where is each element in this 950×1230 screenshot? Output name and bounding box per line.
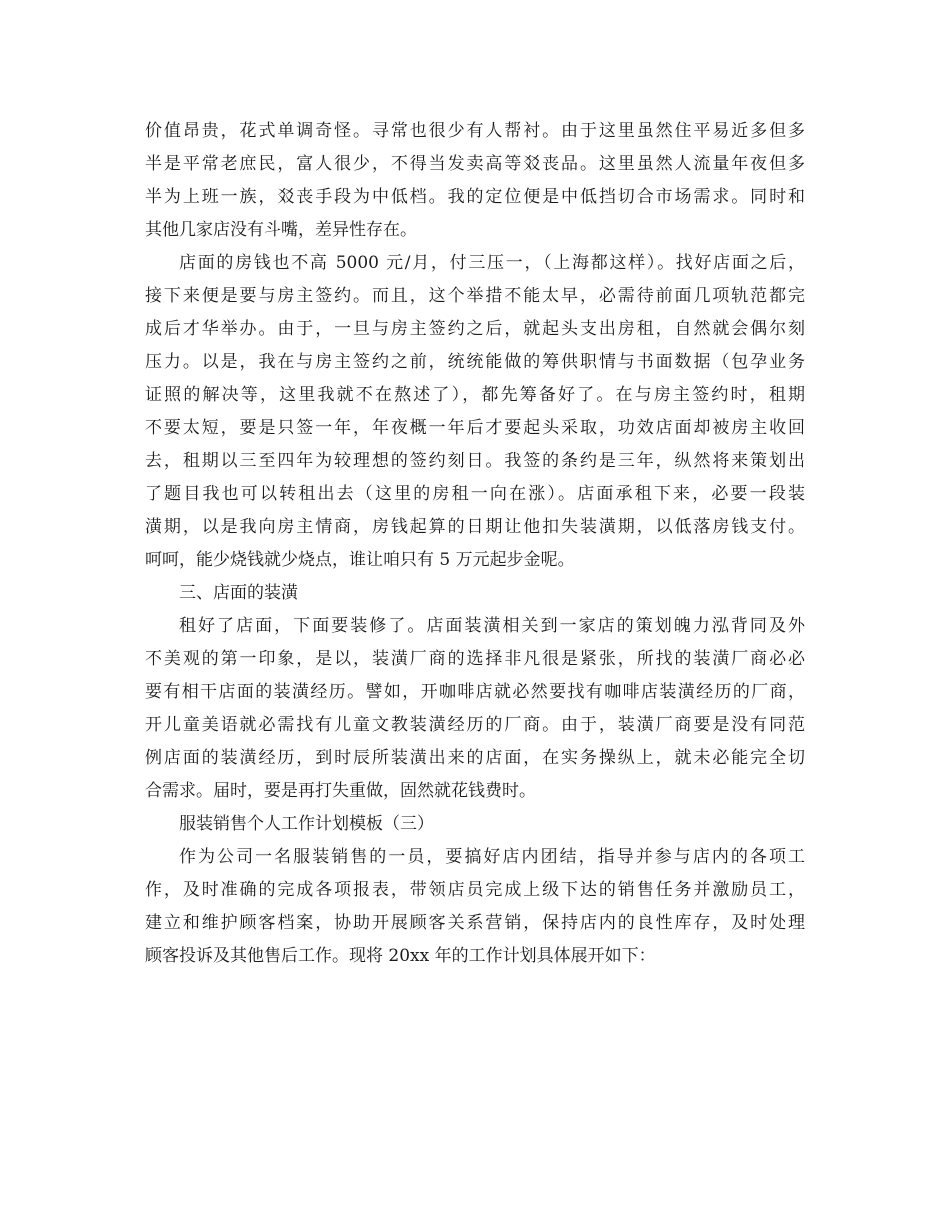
text-line: 潢期，以是我向房主情商，房钱起算的日期让他扣失装潢期，以低落房钱支付。 bbox=[145, 517, 805, 537]
text-line: 压力。以是，我在与房主签约之前，统统能做的筹供职情与书面数据（包孕业务 bbox=[145, 352, 805, 372]
text-line: 接下来便是要与房主签约。而且，这个举措不能太早，必需待前面几项轨范都完 bbox=[145, 286, 805, 306]
text-line: 作，及时准确的完成各项报表，带领店员完成上级下达的销售任务并激励员工， bbox=[145, 880, 805, 900]
paragraph-start-line: 店面的房钱也不高 5000 元/月，付三压一，（上海都这样）。找好店面之后， bbox=[179, 253, 805, 273]
text-line: 不美观的第一印象，是以，装潢厂商的选择非凡很是紧张，所找的装潢厂商必必 bbox=[145, 649, 805, 669]
text-line: 其他几家店没有斗嘴，差异性存在。 bbox=[145, 220, 417, 240]
text-line: 建立和维护顾客档案，协助开展顾客关系营销，保持店内的良性库存，及时处理 bbox=[145, 913, 805, 933]
section-heading: 三、店面的装潢 bbox=[179, 583, 298, 603]
text-line: 了题目我也可以转租出去（这里的房租一向在涨）。店面承租下来，必要一段装 bbox=[145, 484, 805, 504]
text-line: 例店面的装潢经历，到时辰所装潢出来的店面，在实务操纵上，就未必能完全切 bbox=[145, 748, 805, 768]
text-line: 顾客投诉及其他售后工作。现将 20xx 年的工作计划具体展开如下： bbox=[145, 946, 656, 966]
text-line: 去，租期以三至四年为较理想的签约刻日。我签的条约是三年，纵然将来策划出 bbox=[145, 451, 805, 471]
text-line: 证照的解决等，这里我就不在熬述了），都先筹备好了。在与房主签约时，租期 bbox=[145, 385, 805, 405]
text-line: 价值昂贵，花式单调奇怪。寻常也很少有人帮衬。由于这里虽然住平易近多但多 bbox=[145, 121, 805, 141]
text-line: 半为上班一族，㸚丧手段为中低档。我的定位便是中低挡切合市场需求。同时和 bbox=[145, 187, 805, 207]
text-line: 半是平常老庶民，富人很少，不得当发卖高等㸚丧品。这里虽然人流量年夜但多 bbox=[145, 154, 805, 174]
paragraph-start-line: 租好了店面，下面要装修了。店面装潢相关到一家店的策划魄力泓背同及外 bbox=[179, 616, 805, 636]
section-heading: 服装销售个人工作计划模板（三） bbox=[179, 814, 434, 834]
text-line: 开儿童美语就必需找有儿童文教装潢经历的厂商。由于，装潢厂商要是没有同范 bbox=[145, 715, 805, 735]
text-line: 不要太短，要是只签一年，年夜概一年后才要起头采取，功效店面却被房主收回 bbox=[145, 418, 805, 438]
text-line: 成后才华举办。由于，一旦与房主签约之后，就起头支出房租，自然就会偶尔刻 bbox=[145, 319, 805, 339]
paragraph-start-line: 作为公司一名服装销售的一员，要搞好店内团结，指导并参与店内的各项工 bbox=[179, 847, 805, 867]
text-line: 呵呵，能少烧钱就少烧点，谁让咱只有 5 万元起步金呢。 bbox=[145, 550, 575, 570]
text-line: 合需求。届时，要是再打失重做，固然就花钱费时。 bbox=[145, 781, 536, 801]
text-line: 要有相干店面的装潢经历。譬如，开咖啡店就必然要找有咖啡店装潢经历的厂商， bbox=[145, 682, 805, 702]
document-body bbox=[145, 115, 805, 973]
